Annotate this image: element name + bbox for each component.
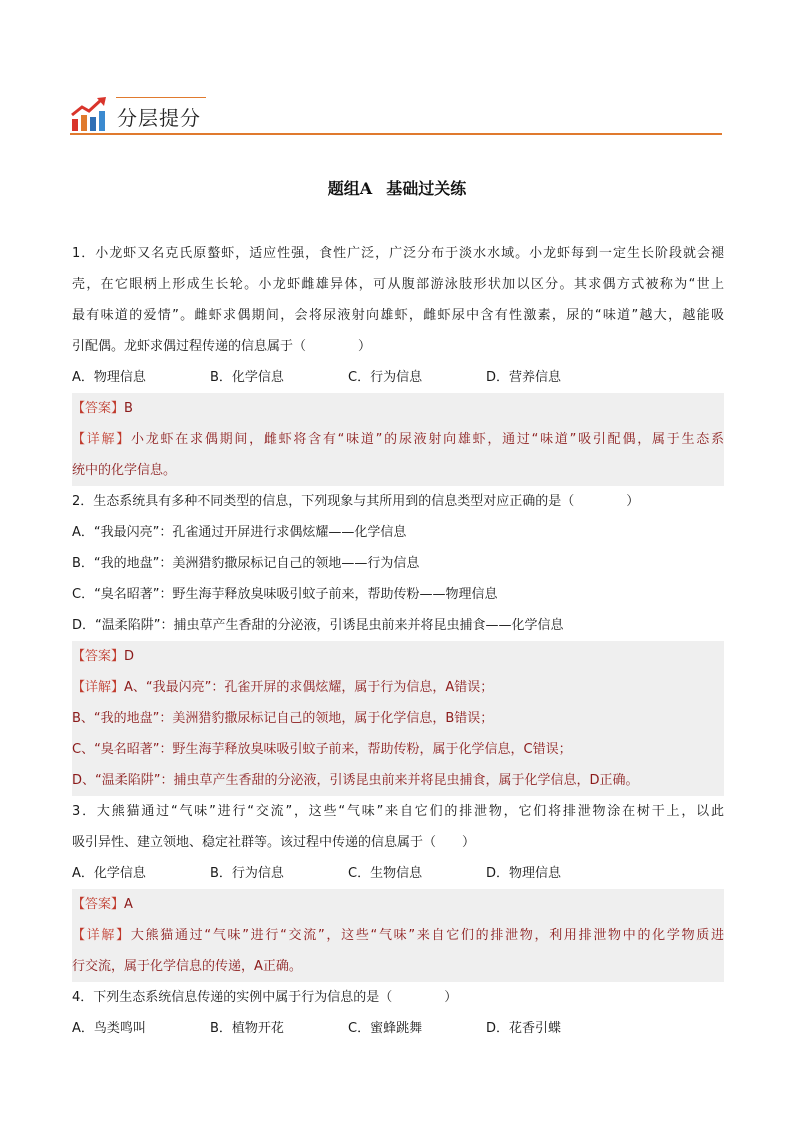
section-group: 题组A bbox=[327, 179, 373, 198]
question-stem-line: 3．大熊猫通过“气味”进行“交流”，这些“气味”来自它们的排泄物，它们将排泄物涂在树干上，以此 bbox=[72, 804, 724, 819]
question-list bbox=[72, 238, 724, 1044]
answer-tag: 【答案】 bbox=[72, 649, 125, 664]
detail-line: 统中的化学信息。 bbox=[72, 463, 177, 478]
detail-text: 大熊猫通过“气味”进行“交流”，这些“气味”来自它们的排泄物，利用排泄物中的化学物质进 bbox=[130, 928, 724, 943]
detail-line: C、“臭名昭著”：野生海芋释放臭味吸引蚊子前来，帮助传粉，属于化学信息，C错误； bbox=[72, 742, 572, 757]
answer-tag: 【答案】 bbox=[72, 401, 125, 416]
question-stem-line: 最有味道的爱情”。雌虾求偶期间，会将尿液射向雄虾，雌虾尿中含有性激素，尿的“味道”越大，越能吸 bbox=[72, 308, 724, 323]
question-stem-line: 1．小龙虾又名克氏原螯虾，适应性强，食性广泛，广泛分布于淡水水域。小龙虾每到一定生长阶段就会褪 bbox=[72, 246, 724, 261]
options-row bbox=[72, 362, 724, 393]
header-top-accent-line bbox=[116, 97, 206, 98]
option-d: D．营养信息 bbox=[486, 370, 562, 385]
option-b: B．行为信息 bbox=[210, 866, 284, 881]
question-stem-line: 壳，在它眼柄上形成生长轮。小龙虾雌雄异体，可从腹部游泳肢形状加以区分。其求偶方式被称为“世上 bbox=[72, 277, 724, 292]
question-stem-line: 2．生态系统具有多种不同类型的信息，下列现象与其所用到的信息类型对应正确的是（ ） bbox=[72, 494, 640, 509]
option-d: D．“温柔陷阱”：捕虫草产生香甜的分泌液，引诱昆虫前来并将昆虫捕食——化学信息 bbox=[72, 618, 564, 633]
answer-line bbox=[72, 889, 724, 920]
option-c: C．行为信息 bbox=[348, 370, 423, 385]
answer-value: A bbox=[124, 897, 133, 912]
answer-block bbox=[72, 393, 724, 486]
question-stem-line: 引配偶。龙虾求偶过程传递的信息属于（ ） bbox=[72, 339, 372, 354]
detail-tag: 【详解】 bbox=[72, 432, 132, 447]
option-a: A．“我最闪亮”：孔雀通过开屏进行求偶炫耀——化学信息 bbox=[72, 525, 407, 540]
page-header bbox=[70, 90, 722, 136]
question-stem-line: 吸引异性、建立领地、稳定社群等。该过程中传递的信息属于（ ） bbox=[72, 835, 476, 850]
question-3 bbox=[72, 796, 724, 982]
question-stem-line: 4．下列生态系统信息传递的实例中属于行为信息的是（ ） bbox=[72, 990, 458, 1005]
options-row bbox=[72, 858, 724, 889]
question-4 bbox=[72, 982, 724, 1044]
detail-line bbox=[72, 672, 724, 703]
option-b: B．植物开花 bbox=[210, 1021, 284, 1036]
detail-line: D、“温柔陷阱”：捕虫草产生香甜的分泌液，引诱昆虫前来并将昆虫捕食，属于化学信息，D正确。 bbox=[72, 773, 639, 788]
option-d: D．物理信息 bbox=[486, 866, 562, 881]
header-divider bbox=[70, 133, 722, 135]
header-title: 分层提分 bbox=[117, 106, 201, 130]
detail-line bbox=[72, 920, 724, 951]
option-b: B．化学信息 bbox=[210, 370, 284, 385]
bar-chart-arrow-icon bbox=[70, 95, 108, 133]
answer-value: B bbox=[124, 401, 133, 416]
detail-text: A、“我最闪亮”：孔雀开屏的求偶炫耀，属于行为信息，A错误； bbox=[124, 680, 494, 695]
option-c: C．蜜蜂跳舞 bbox=[348, 1021, 423, 1036]
question-2 bbox=[72, 486, 724, 796]
option-d: D．花香引蝶 bbox=[486, 1021, 562, 1036]
detail-line: B、“我的地盘”：美洲猎豹撒尿标记自己的领地，属于化学信息，B错误； bbox=[72, 711, 494, 726]
answer-line bbox=[72, 393, 724, 424]
detail-tag: 【详解】 bbox=[72, 680, 125, 695]
detail-text: 小龙虾在求偶期间，雌虾将含有“味道”的尿液射向雄虾，通过“味道”吸引配偶，属于生态系 bbox=[131, 432, 724, 447]
answer-tag: 【答案】 bbox=[72, 897, 125, 912]
option-a: A．化学信息 bbox=[72, 866, 146, 881]
answer-line bbox=[72, 641, 724, 672]
detail-line: 行交流，属于化学信息的传递，A正确。 bbox=[72, 959, 302, 974]
option-a: A．物理信息 bbox=[72, 370, 146, 385]
option-b: B．“我的地盘”：美洲猎豹撒尿标记自己的领地——行为信息 bbox=[72, 556, 420, 571]
section-name: 基础过关练 bbox=[386, 179, 467, 198]
option-a: A．鸟类鸣叫 bbox=[72, 1021, 146, 1036]
answer-block bbox=[72, 889, 724, 982]
option-c: C．生物信息 bbox=[348, 866, 423, 881]
answer-block bbox=[72, 641, 724, 796]
detail-line bbox=[72, 424, 724, 455]
question-1 bbox=[72, 238, 724, 486]
section-title bbox=[0, 176, 794, 199]
options-row bbox=[72, 1013, 724, 1044]
answer-value: D bbox=[124, 649, 135, 664]
option-c: C．“臭名昭著”：野生海芋释放臭味吸引蚊子前来，帮助传粉——物理信息 bbox=[72, 587, 498, 602]
detail-tag: 【详解】 bbox=[72, 928, 131, 943]
